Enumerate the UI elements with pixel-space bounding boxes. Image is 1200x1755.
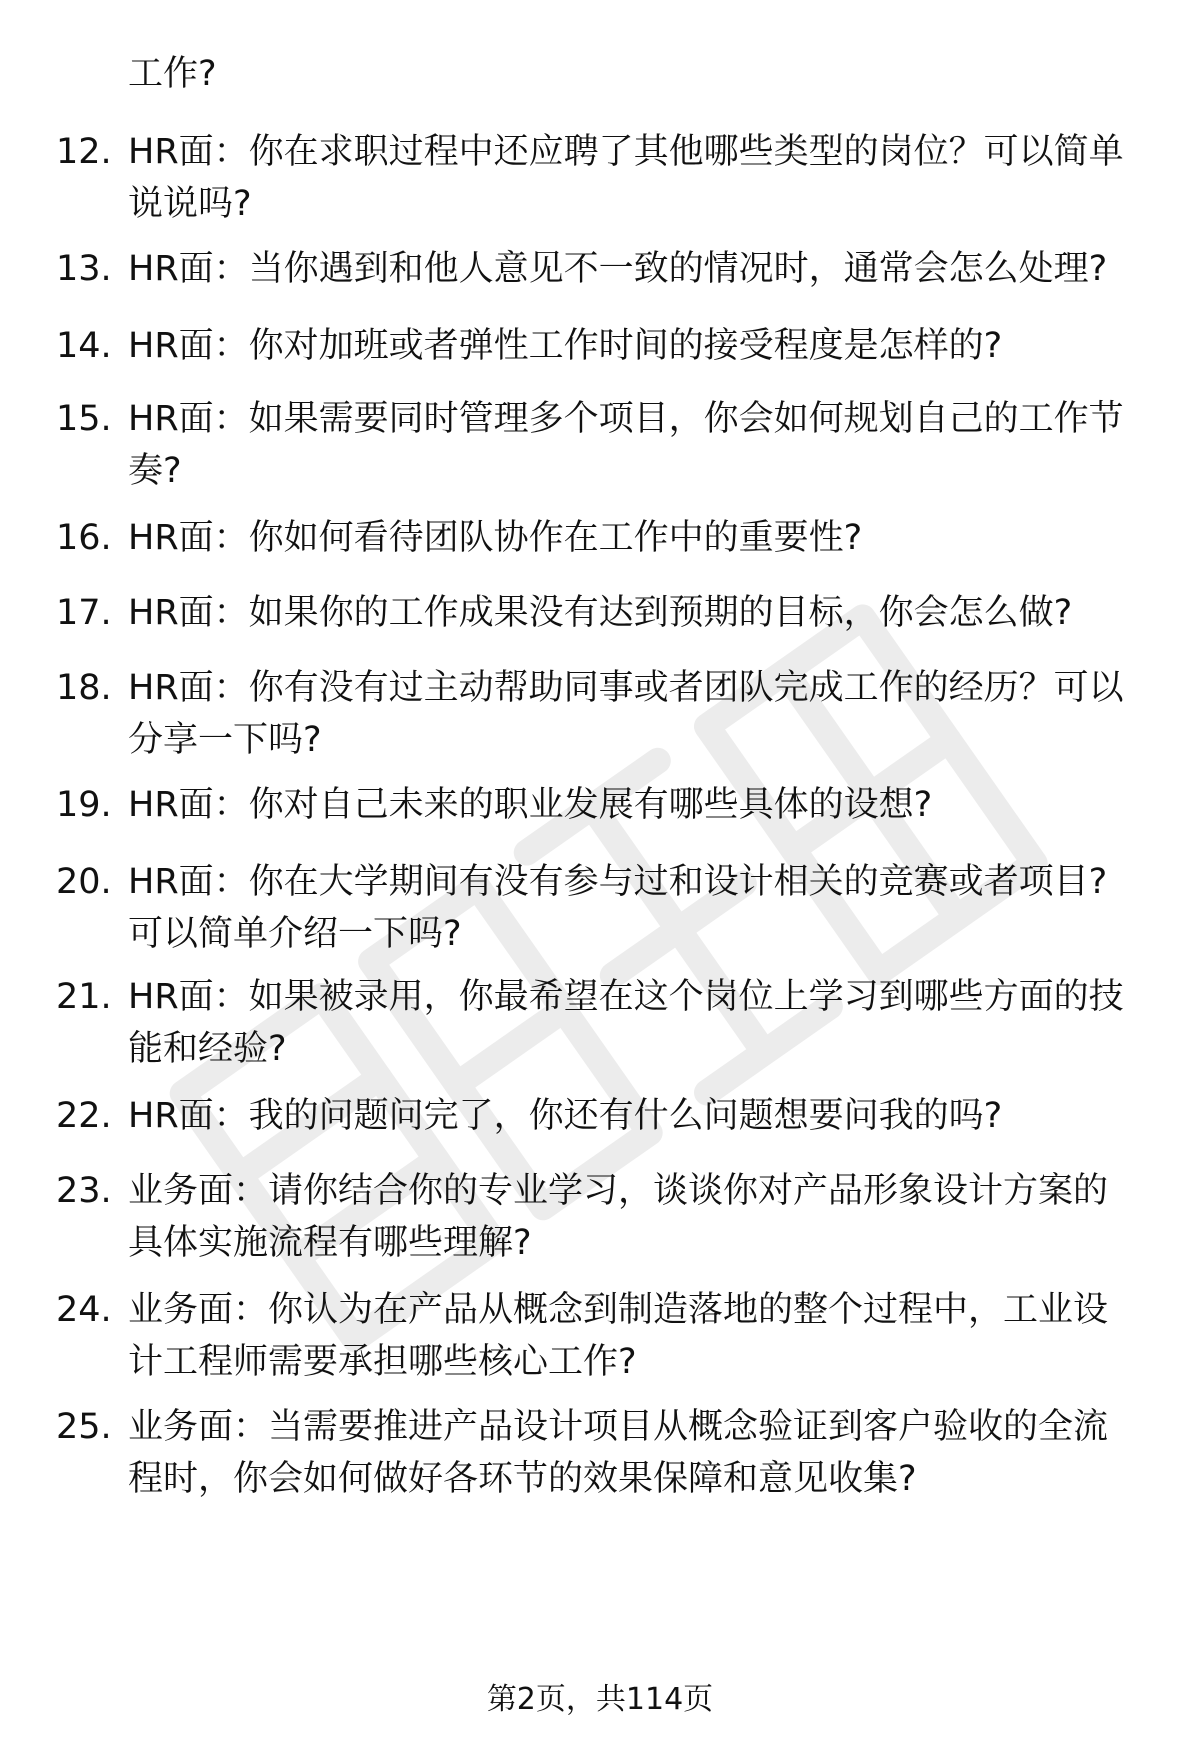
question-text-line: 说说吗? [128, 184, 252, 224]
question-number: 15. [56, 399, 112, 439]
question-number: 24. [56, 1290, 112, 1330]
question-number: 22. [56, 1096, 112, 1136]
question-text-line: 可以简单介绍一下吗? [128, 914, 462, 954]
question-number: 23. [56, 1171, 112, 1211]
question-number: 20. [56, 862, 112, 902]
question-text-line: 分享一下吗? [128, 720, 322, 760]
question-text-line: HR面：你如何看待团队协作在工作中的重要性? [128, 518, 863, 558]
question-text-line: 奏? [128, 451, 182, 491]
question-text-line: 业务面：你认为在产品从概念到制造落地的整个过程中，工业设 [128, 1290, 1109, 1330]
question-number: 25. [56, 1407, 112, 1447]
question-number: 16. [56, 518, 112, 558]
question-text-line: 程时，你会如何做好各环节的效果保障和意见收集? [128, 1459, 917, 1499]
question-text-line: HR面：当你遇到和他人意见不一致的情况时，通常会怎么处理? [128, 249, 1108, 289]
question-text-line: HR面：你对加班或者弹性工作时间的接受程度是怎样的? [128, 326, 1003, 366]
page-number-footer: 第2页，共114页 [486, 1682, 714, 1717]
question-text-line: HR面：我的问题问完了，你还有什么问题想要问我的吗? [128, 1096, 1003, 1136]
question-text-line: 业务面：请你结合你的专业学习，谈谈你对产品形象设计方案的 [128, 1171, 1109, 1211]
question-number: 12. [56, 132, 112, 172]
question-number: 13. [56, 249, 112, 289]
question-text-line: HR面：你在求职过程中还应聘了其他哪些类型的岗位？可以简单 [128, 132, 1124, 172]
question-number: 21. [56, 977, 112, 1017]
question-text-line: 业务面：当需要推进产品设计项目从概念验证到客户验收的全流 [128, 1407, 1109, 1447]
question-number: 17. [56, 593, 112, 633]
question-number: 18. [56, 668, 112, 708]
question-number: 19. [56, 785, 112, 825]
question-text-line: 能和经验? [128, 1029, 287, 1069]
question-text-line: 工作? [128, 54, 217, 94]
question-number: 14. [56, 326, 112, 366]
question-text-line: HR面：你在大学期间有没有参与过和设计相关的竞赛或者项目? [128, 862, 1108, 902]
question-text-line: 计工程师需要承担哪些核心工作? [128, 1342, 637, 1382]
question-text-line: HR面：如果被录用，你最希望在这个岗位上学习到哪些方面的技 [128, 977, 1124, 1017]
question-text-line: 具体实施流程有哪些理解? [128, 1223, 532, 1263]
question-text-line: HR面：如果需要同时管理多个项目，你会如何规划自己的工作节 [128, 399, 1124, 439]
question-text-line: HR面：如果你的工作成果没有达到预期的目标，你会怎么做? [128, 593, 1073, 633]
question-text-line: HR面：你有没有过主动帮助同事或者团队完成工作的经历？可以 [128, 668, 1124, 708]
question-text-line: HR面：你对自己未来的职业发展有哪些具体的设想? [128, 785, 933, 825]
